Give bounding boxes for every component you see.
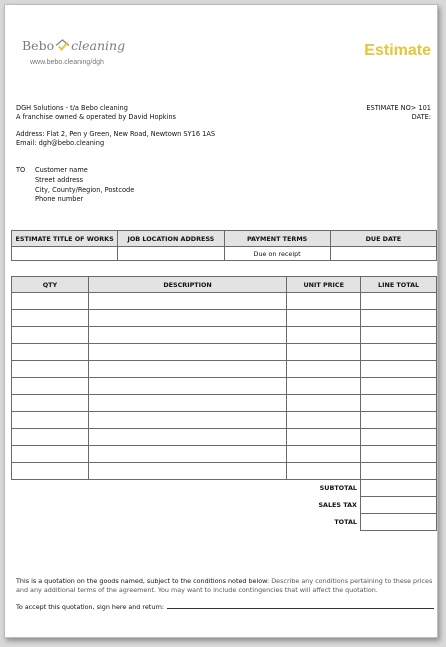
header-title-of-works: ESTIMATE TITLE OF WORKS: [12, 231, 118, 247]
unit-price-cell[interactable]: [287, 429, 361, 446]
company-owner: A franchise owned & operated by David Hopkins: [16, 112, 176, 121]
cell-due-date: [330, 247, 436, 261]
table-row: [12, 344, 437, 361]
description-cell[interactable]: [88, 395, 287, 412]
customer-street: Street address: [35, 175, 84, 184]
totals-labels: [318, 480, 357, 531]
description-cell[interactable]: [88, 429, 287, 446]
description-cell[interactable]: [88, 446, 287, 463]
company-address: Address: Flat 2, Pen y Green, New Road, Newtown SY16 1AS: [16, 130, 216, 138]
table-row: [12, 361, 437, 378]
subtotal-box: [360, 480, 437, 497]
unit-price-cell[interactable]: [287, 446, 361, 463]
signature-field[interactable]: [167, 603, 434, 609]
logo-text-cleaning: cleaning: [71, 38, 126, 53]
description-cell[interactable]: [88, 310, 287, 327]
customer-block: [35, 166, 134, 205]
unit-price-cell[interactable]: [287, 327, 361, 344]
line-items-body: [12, 293, 437, 480]
customer-city: City, County/Region, Postcode: [35, 185, 135, 194]
header-line-total: LINE TOTAL: [361, 277, 437, 293]
sales-tax-label: SALES TAX: [318, 501, 357, 509]
qty-cell[interactable]: [12, 429, 89, 446]
customer-name: Customer name: [35, 166, 88, 174]
header-job-location: JOB LOCATION ADDRESS: [118, 231, 224, 247]
unit-price-cell[interactable]: [287, 361, 361, 378]
line-total-cell[interactable]: [361, 463, 437, 480]
table-row: [12, 429, 437, 446]
table-row: [12, 327, 437, 344]
line-total-cell[interactable]: [361, 395, 437, 412]
logo-text-bebo: Bebo: [22, 38, 55, 53]
description-cell[interactable]: [88, 327, 287, 344]
qty-cell[interactable]: [12, 446, 89, 463]
line-total-cell[interactable]: [361, 378, 437, 395]
line-total-cell[interactable]: [361, 361, 437, 378]
terms-body: Describe any conditions pertaining to these prices and any additional terms of the agreement. You may want to include contingencies that will affect the quotation.: [16, 577, 433, 594]
table-row: [12, 395, 437, 412]
line-total-cell[interactable]: [361, 412, 437, 429]
website-url: www.bebo.cleaning/dgh: [30, 59, 104, 66]
signature-label: To accept this quotation, sign here and return:: [16, 603, 165, 611]
table-row: [12, 446, 437, 463]
qty-cell[interactable]: [12, 412, 89, 429]
table-row: [12, 310, 437, 327]
unit-price-cell[interactable]: [287, 463, 361, 480]
line-total-cell[interactable]: [361, 310, 437, 327]
unit-price-cell[interactable]: [287, 395, 361, 412]
company-email: Email: dgh@bebo.cleaning: [16, 138, 105, 147]
company-logo: [22, 38, 125, 53]
header-unit-price: UNIT PRICE: [287, 277, 361, 293]
estimate-info-table: [11, 230, 437, 261]
line-total-cell[interactable]: [361, 327, 437, 344]
estimate-meta: [366, 104, 431, 121]
unit-price-cell[interactable]: [287, 344, 361, 361]
estimate-page: [4, 4, 438, 638]
terms-lead: This is a quotation on the goods named, subject to the conditions noted below:: [16, 577, 270, 585]
company-name: DGH Solutions - t/a Bebo cleaning: [16, 104, 128, 112]
qty-cell[interactable]: [12, 327, 89, 344]
qty-cell[interactable]: [12, 378, 89, 395]
line-total-cell[interactable]: [361, 446, 437, 463]
signature-line: [16, 603, 434, 611]
description-cell[interactable]: [88, 378, 287, 395]
qty-cell[interactable]: [12, 361, 89, 378]
table-row: [12, 412, 437, 429]
to-label: TO: [16, 166, 26, 174]
header-qty: QTY: [12, 277, 89, 293]
description-cell[interactable]: [88, 412, 287, 429]
qty-cell[interactable]: [12, 395, 89, 412]
estimate-number: ESTIMATE NO> 101: [366, 104, 431, 112]
header-description: DESCRIPTION: [88, 277, 287, 293]
table-row: [12, 293, 437, 310]
description-cell[interactable]: [88, 344, 287, 361]
table-row: [12, 378, 437, 395]
estimate-date-label: DATE:: [411, 112, 431, 121]
description-cell[interactable]: [88, 293, 287, 310]
sales-tax-box: [360, 497, 437, 514]
subtotal-label: SUBTOTAL: [319, 484, 357, 492]
qty-cell[interactable]: [12, 344, 89, 361]
customer-phone: Phone number: [35, 195, 84, 204]
header-payment-terms: PAYMENT TERMS: [224, 231, 330, 247]
line-total-cell[interactable]: [361, 293, 437, 310]
total-box: [360, 514, 437, 531]
table-row: [12, 463, 437, 480]
unit-price-cell[interactable]: [287, 293, 361, 310]
description-cell[interactable]: [88, 361, 287, 378]
unit-price-cell[interactable]: [287, 378, 361, 395]
cell-title-of-works: [12, 247, 118, 261]
total-label: TOTAL: [334, 518, 357, 526]
cell-job-location: [118, 247, 224, 261]
header-due-date: DUE DATE: [330, 231, 436, 247]
unit-price-cell[interactable]: [287, 310, 361, 327]
document-title: Estimate: [364, 42, 431, 59]
qty-cell[interactable]: [12, 293, 89, 310]
line-total-cell[interactable]: [361, 429, 437, 446]
totals-boxes: [360, 480, 437, 531]
unit-price-cell[interactable]: [287, 412, 361, 429]
quotation-terms: [16, 577, 434, 594]
qty-cell[interactable]: [12, 463, 89, 480]
line-total-cell[interactable]: [361, 344, 437, 361]
line-items-table: [11, 276, 437, 480]
company-info: [16, 104, 176, 121]
description-cell[interactable]: [88, 463, 287, 480]
house-check-icon: [55, 39, 70, 52]
cell-payment-terms: Due on receipt: [224, 247, 330, 261]
qty-cell[interactable]: [12, 310, 89, 327]
company-contact: [16, 130, 215, 147]
